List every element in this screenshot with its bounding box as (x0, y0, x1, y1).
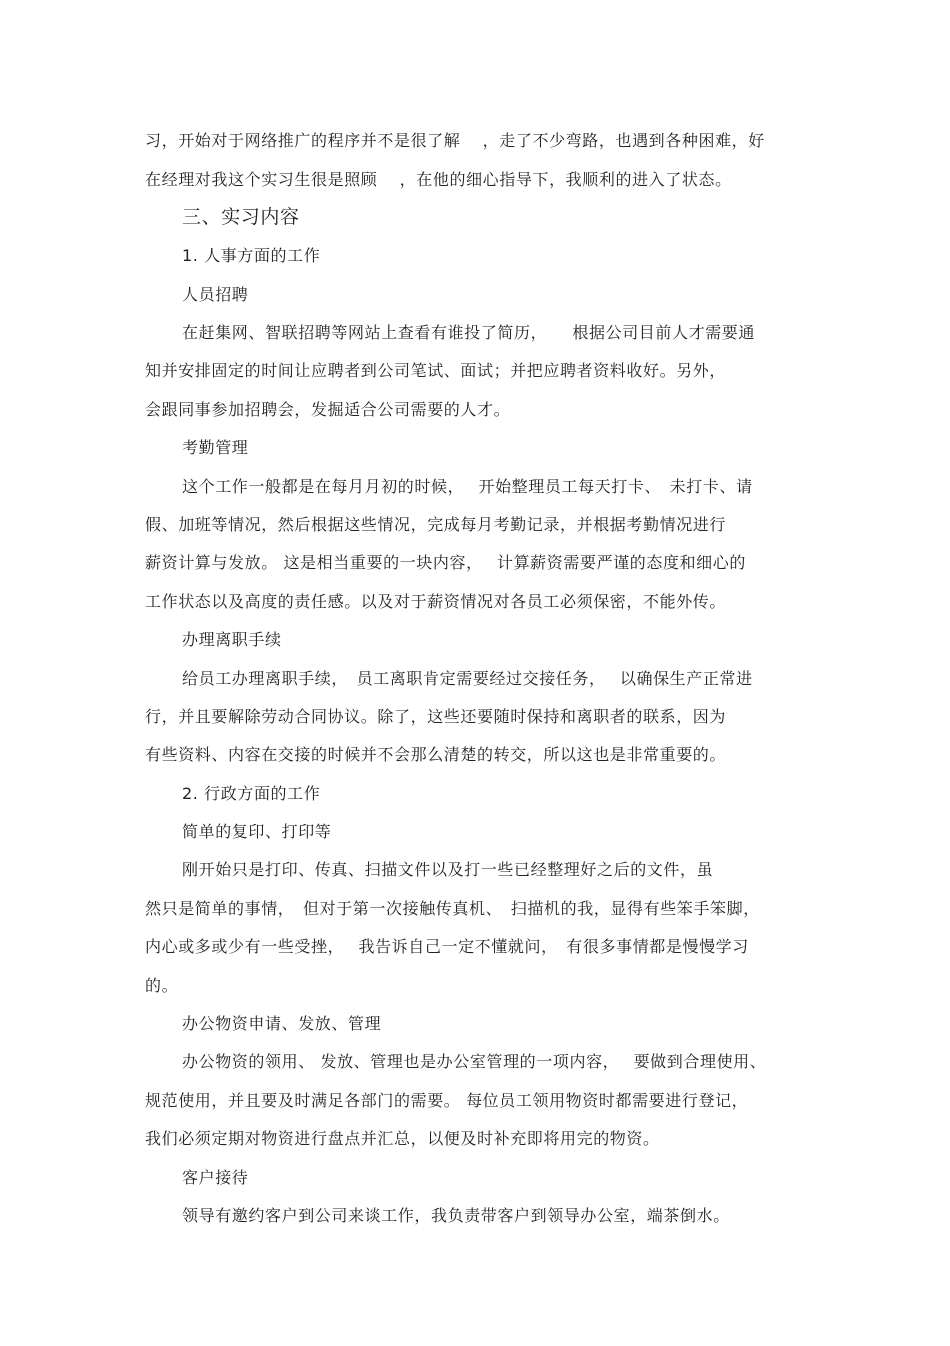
paragraph-line: 习，开始对于网络推广的程序并不是很了解 ，走了不少弯路，也遇到各种困难，好 (145, 131, 765, 150)
topic-heading: 人员招聘 (182, 285, 249, 304)
paragraph-line: 给员工办理离职手续， 员工离职肯定需要经过交接任务， 以确保生产正常进 (182, 669, 753, 688)
topic-heading: 办公物资申请、发放、管理 (182, 1014, 382, 1033)
section-heading: 三、实习内容 (182, 206, 300, 228)
paragraph-line: 假、加班等情况，然后根据这些情况，完成每月考勤记录，并根据考勤情况进行 (145, 515, 727, 534)
paragraph-line: 行，并且要解除劳动合同协议。除了，这些还要随时保持和离职者的联系，因为 (145, 707, 727, 726)
paragraph-line: 我们必须定期对物资进行盘点并汇总，以便及时补充即将用完的物资。 (145, 1129, 660, 1148)
topic-heading: 简单的复印、打印等 (182, 822, 332, 841)
paragraph-line: 领导有邀约客户到公司来谈工作，我负责带客户到领导办公室，端茶倒水。 (182, 1206, 730, 1225)
subsection-heading: 1. 人事方面的工作 (182, 246, 321, 265)
paragraph-line: 的。 (145, 976, 179, 995)
paragraph-line: 有些资料、内容在交接的时候并不会那么清楚的转交，所以这也是非常重要的。 (145, 745, 727, 764)
paragraph-line: 在赶集网、智联招聘等网站上查看有谁投了简历， 根据公司目前人才需要通 (182, 323, 756, 342)
paragraph-line: 这个工作一般都是在每月月初的时候， 开始整理员工每天打卡、 未打卡、请 (182, 477, 753, 496)
paragraph-line: 知并安排固定的时间让应聘者到公司笔试、面试；并把应聘者资料收好。另外， (145, 361, 727, 380)
topic-heading: 办理离职手续 (182, 630, 282, 649)
topic-heading: 考勤管理 (182, 438, 249, 457)
paragraph-line: 会跟同事参加招聘会，发掘适合公司需要的人才。 (145, 400, 511, 419)
subsection-heading: 2. 行政方面的工作 (182, 784, 321, 803)
paragraph-line: 刚开始只是打印、传真、扫描文件以及打一些已经整理好之后的文件，虽 (182, 860, 714, 879)
paragraph-line: 内心或多或少有一些受挫， 我告诉自己一定不懂就问， 有很多事情都是慢慢学习 (145, 937, 749, 956)
paragraph-line: 工作状态以及高度的责任感。以及对于薪资情况对各员工必须保密，不能外传。 (145, 592, 727, 611)
paragraph-line: 薪资计算与发放。 这是相当重要的一块内容， 计算薪资需要严谨的态度和细心的 (145, 553, 746, 572)
paragraph-line: 办公物资的领用、 发放、管理也是办公室管理的一项内容， 要做到合理使用、 (182, 1052, 767, 1071)
topic-heading: 客户接待 (182, 1168, 249, 1187)
paragraph-line: 在经理对我这个实习生很是照顾 ，在他的细心指导下，我顺利的进入了状态。 (145, 170, 732, 189)
paragraph-line: 然只是简单的事情， 但对于第一次接触传真机、 扫描机的我，显得有些笨手笨脚， (145, 899, 760, 918)
paragraph-line: 规范使用，并且要及时满足各部门的需要。 每位员工领用物资时都需要进行登记， (145, 1091, 749, 1110)
